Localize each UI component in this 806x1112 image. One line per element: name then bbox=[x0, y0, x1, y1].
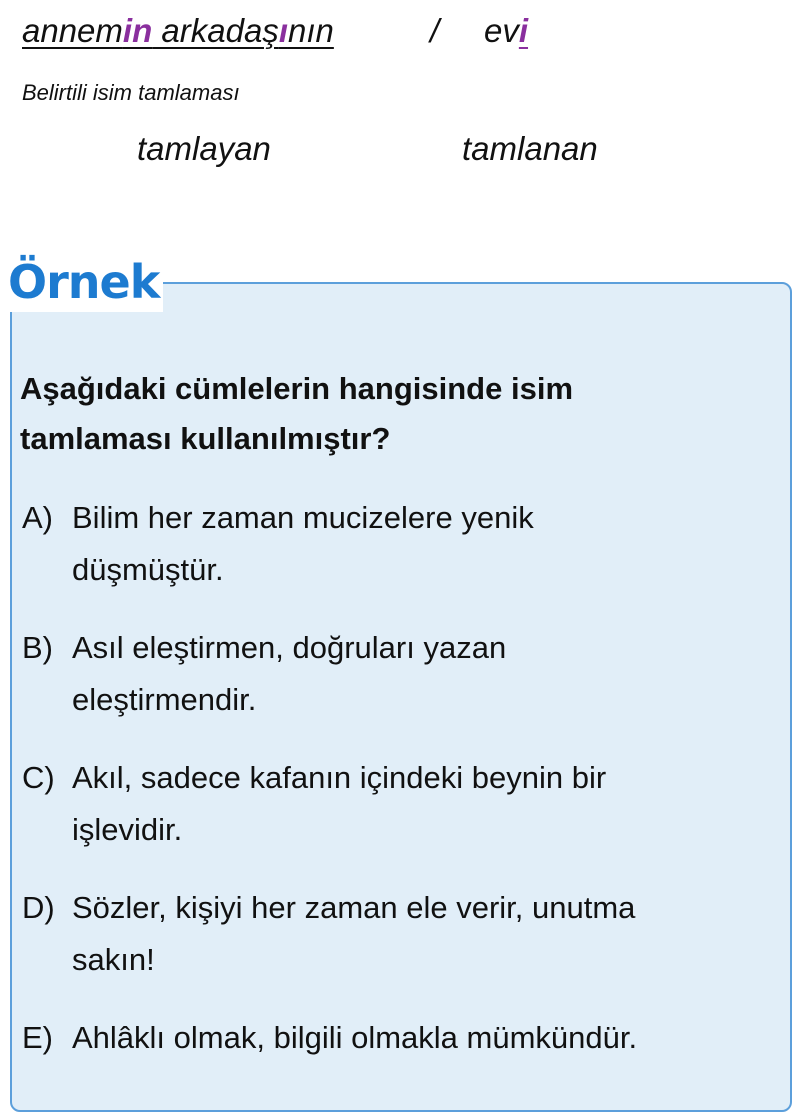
option-letter: A) bbox=[22, 500, 53, 535]
option-line: işlevidir. bbox=[72, 812, 183, 847]
option-a[interactable] bbox=[22, 492, 782, 596]
suffix-highlight: in bbox=[122, 12, 153, 49]
option-d[interactable] bbox=[22, 882, 782, 986]
separator-slash: / bbox=[430, 12, 440, 49]
question-text bbox=[20, 364, 760, 464]
option-line: düşmüştür. bbox=[72, 552, 224, 587]
option-line: Ahlâklı olmak, bilgili olmakla mümkündür. bbox=[72, 1020, 638, 1055]
word-segment: nın bbox=[287, 12, 334, 49]
tamlanan-word bbox=[484, 12, 528, 50]
option-text bbox=[72, 882, 782, 986]
suffix-highlight: i bbox=[518, 12, 529, 49]
option-line: Asıl eleştirmen, doğruları yazan bbox=[72, 630, 507, 665]
role-label-tamlayan: tamlayan bbox=[137, 130, 271, 167]
word-segment: annem bbox=[22, 12, 123, 49]
question-line: Aşağıdaki cümlelerin hangisinde isim bbox=[20, 371, 574, 406]
option-letter: B) bbox=[22, 630, 53, 665]
role-label-tamlanan: tamlanan bbox=[462, 130, 598, 167]
phrase-type-caption: Belirtili isim tamlaması bbox=[22, 80, 240, 105]
answer-options bbox=[22, 492, 782, 1090]
option-letter: D) bbox=[22, 890, 55, 925]
option-letter: C) bbox=[22, 760, 55, 795]
noun-phrase-example bbox=[22, 12, 529, 50]
option-c[interactable] bbox=[22, 752, 782, 856]
option-e[interactable] bbox=[22, 1012, 782, 1064]
option-text bbox=[72, 752, 782, 856]
suffix-highlight: ı bbox=[278, 12, 288, 49]
option-line: Bilim her zaman mucizelere yenik bbox=[72, 500, 534, 535]
option-text bbox=[72, 492, 782, 596]
word-segment: ev bbox=[484, 12, 519, 49]
tamlayan-phrase bbox=[22, 12, 334, 49]
option-text bbox=[72, 1012, 782, 1064]
option-line: Akıl, sadece kafanın içindeki beynin bir bbox=[72, 760, 607, 795]
option-b[interactable] bbox=[22, 622, 782, 726]
option-line: Sözler, kişiyi her zaman ele verir, unutma bbox=[72, 890, 636, 925]
question-line: tamlaması kullanılmıştır? bbox=[20, 421, 391, 456]
option-text bbox=[72, 622, 782, 726]
word-segment: arkadaş bbox=[152, 12, 279, 49]
example-title: Örnek bbox=[8, 252, 163, 312]
option-line: sakın! bbox=[72, 942, 155, 977]
option-line: eleştirmendir. bbox=[72, 682, 257, 717]
option-letter: E) bbox=[22, 1020, 53, 1055]
